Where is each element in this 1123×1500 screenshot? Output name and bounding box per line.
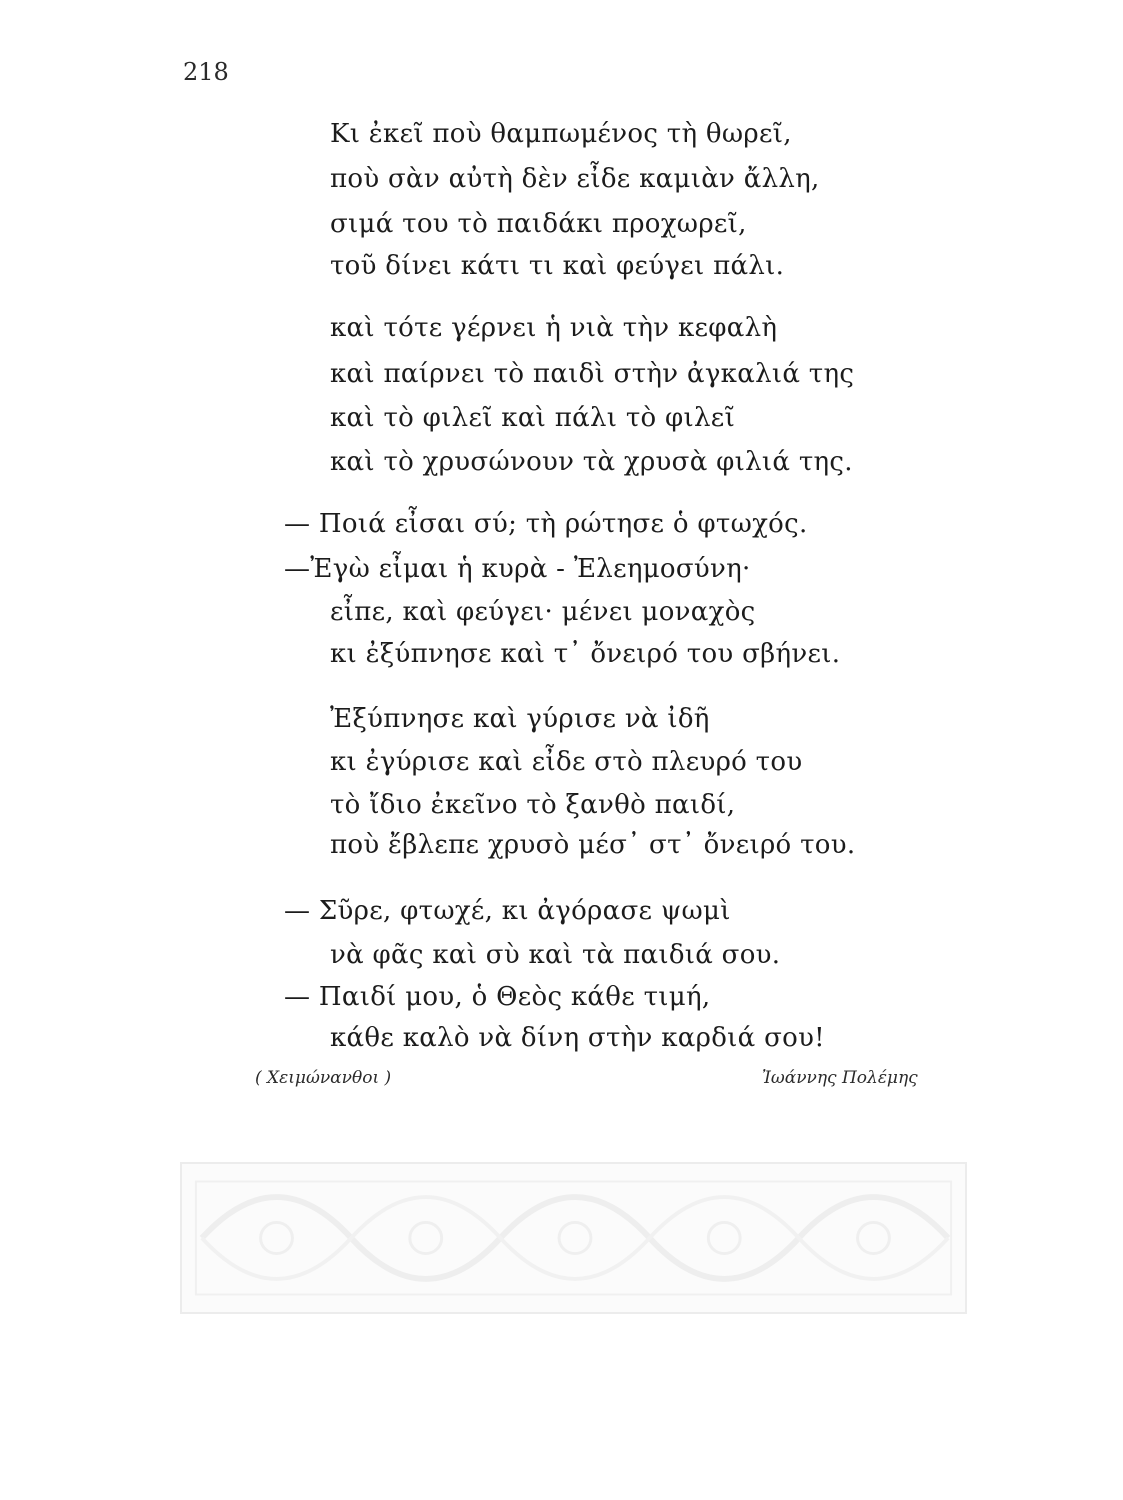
decorative-ornament-panel [180,1162,967,1314]
ornament-pattern-icon [182,1164,965,1312]
poem-line: σιμά του τὸ παιδάκι προχωρεῖ, [330,209,747,239]
poem-line: κι ἐγύρισε καὶ εἶδε στὸ πλευρό του [330,747,803,777]
poem-line: — Σῦρε, φτωχέ, κι ἀγόρασε ψωμὶ [284,896,731,926]
poem-line: καὶ τὸ χρυσώνουν τὰ χρυσὰ φιλιά της. [330,447,853,477]
poem-line: Ἐξύπνησε καὶ γύρισε νὰ ἰδῆ [330,704,710,734]
poem-line: τοῦ δίνει κάτι τι καὶ φεύγει πάλι. [330,251,785,281]
poem-line: καὶ παίρνει τὸ παιδὶ στὴν ἀγκαλιά της [330,359,855,389]
poem-line: καὶ τὸ φιλεῖ καὶ πάλι τὸ φιλεῖ [330,403,736,433]
poem-line: Κι ἐκεῖ ποὺ θαμπωμένος τὴ θωρεῖ, [330,119,792,149]
poem-line: κι ἐξύπνησε καὶ τ᾽ ὄνειρό του σβήνει. [330,639,841,669]
poem-line: κάθε καλὸ νὰ δίνη στὴν καρδιά σου! [330,1023,825,1053]
poem-line: καὶ τότε γέρνει ἡ νιὰ τὴν κεφαλὴ [330,313,778,343]
poem-line: εἶπε, καὶ φεύγει· μένει μοναχὸς [330,597,756,627]
poem-line: — Παιδί μου, ὁ Θεὸς κάθε τιμή, [284,982,711,1012]
poem-line: ποὺ ἔβλεπε χρυσὸ μέσ᾽ στ᾽ ὄνειρό του. [330,830,856,860]
poem-line: τὸ ἴδιο ἐκεῖνο τὸ ξανθὸ παιδί, [330,790,736,820]
poem-line: ποὺ σὰν αὐτὴ δὲν εἶδε καμιὰν ἄλλη, [330,164,820,194]
author-name: Ἰωάννης Πολέμης [762,1068,918,1088]
poem-line: νὰ φᾶς καὶ σὺ καὶ τὰ παιδιά σου. [330,940,781,970]
page-number: 218 [183,58,229,86]
source-attribution: ( Χειμώνανθοι ) [255,1068,392,1088]
poem-line: —Ἐγὼ εἶμαι ἡ κυρὰ - Ἐλεημοσύνη· [284,554,751,584]
poem-line: — Ποιά εἶσαι σύ; τὴ ρώτησε ὁ φτωχός. [284,509,808,539]
